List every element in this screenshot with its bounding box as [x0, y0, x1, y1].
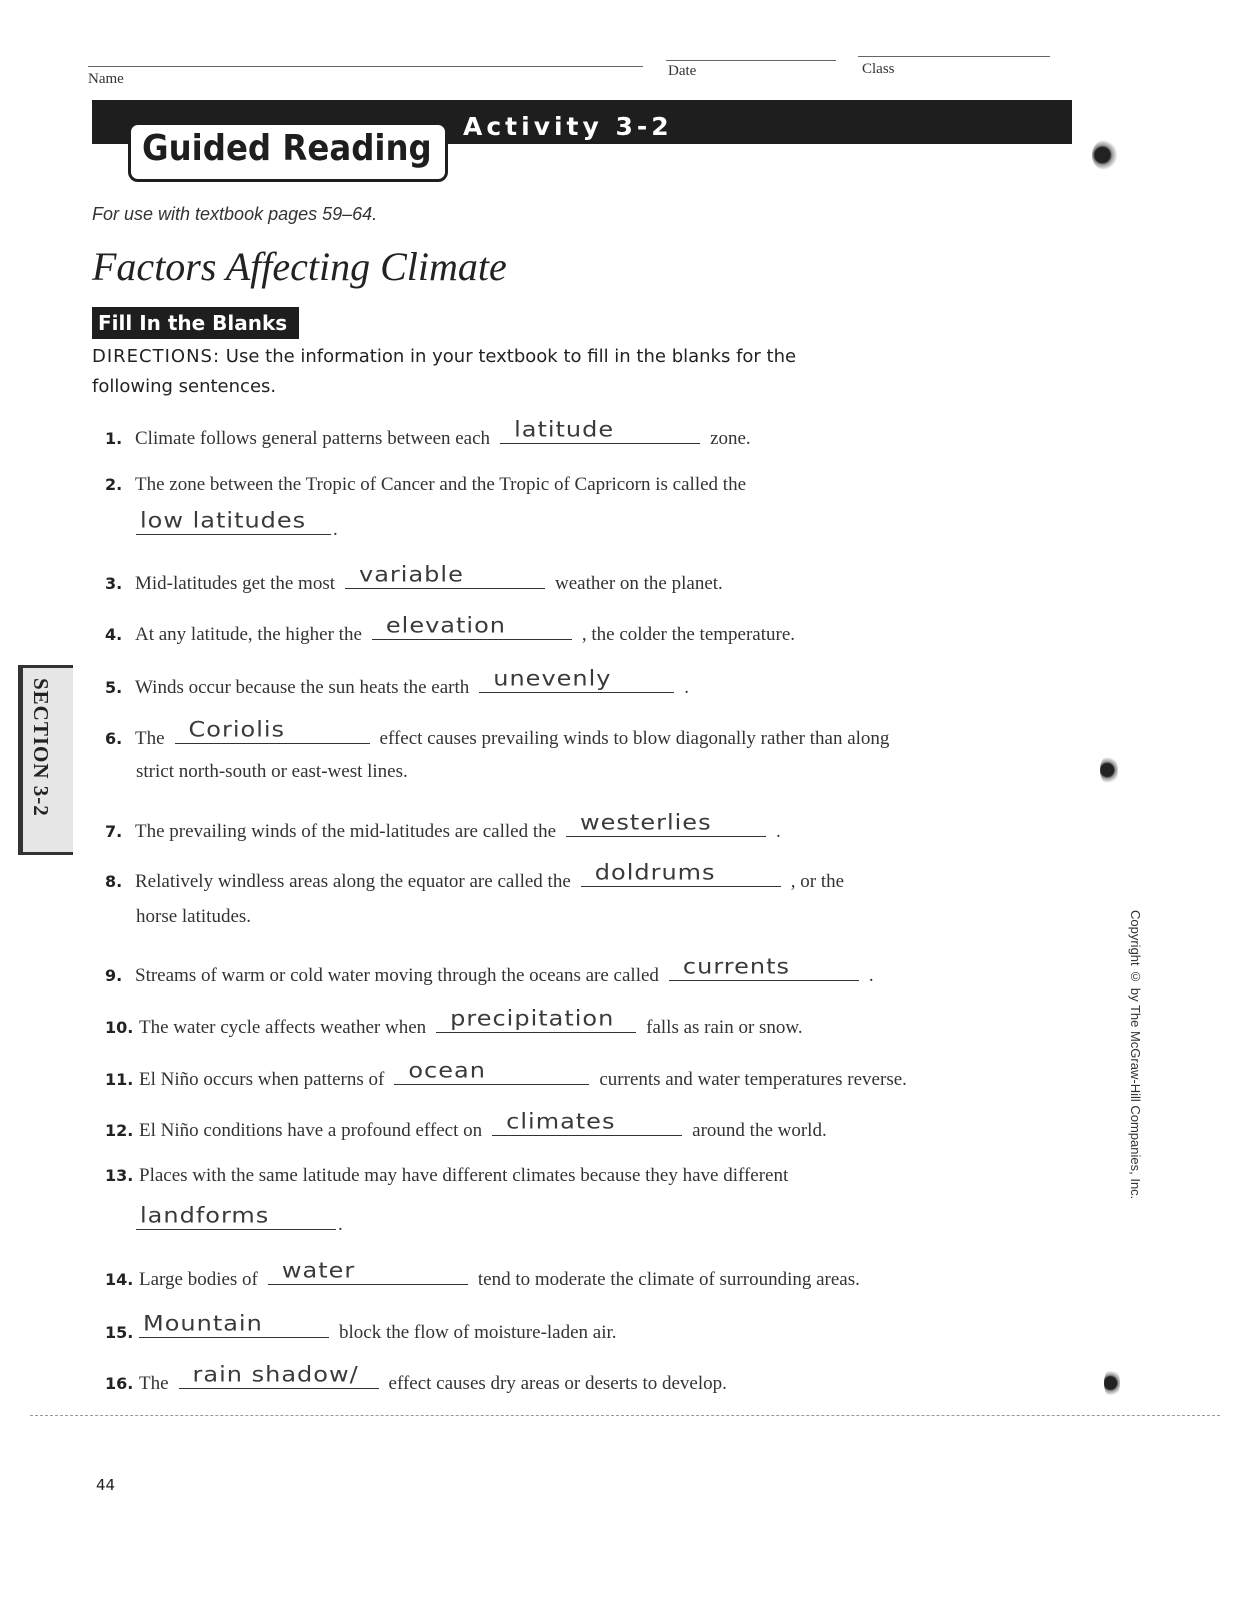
handwritten-answer: westerlies: [580, 809, 712, 835]
question-continuation: landforms .: [136, 1207, 343, 1236]
question: 13. Places with the same latitude may have different climates because they have different: [105, 1165, 789, 1186]
handwritten-answer: latitude: [514, 416, 615, 442]
question: 6. The Coriolis effect causes prevailing winds to blow diagonally rather than along: [105, 716, 890, 749]
answer-blank[interactable]: [136, 507, 331, 535]
handwritten-answer: precipitation: [450, 1005, 615, 1031]
handwritten-answer: Coriolis: [188, 716, 286, 742]
answer-blank[interactable]: [492, 1108, 682, 1136]
question: 7. The prevailing winds of the mid-latitudes are called the westerlies .: [105, 809, 781, 842]
handwritten-answer: unevenly: [493, 665, 612, 691]
textbook-pages: For use with textbook pages 59–64.: [92, 204, 378, 224]
handwritten-answer: rain shadow/: [192, 1361, 359, 1387]
answer-blank[interactable]: [139, 1310, 329, 1338]
question: 12. El Niño conditions have a profound effect on climates around the world.: [105, 1108, 827, 1141]
question: 16. The rain shadow/ effect causes dry areas or deserts to develop.: [105, 1361, 727, 1394]
section-heading: Fill In the Blanks: [92, 307, 299, 339]
question: 14. Large bodies of water tend to moderate the climate of surrounding areas.: [105, 1257, 860, 1290]
guided-reading-label: Guided Reading: [142, 128, 432, 169]
directions-label: DIRECTIONS:: [92, 346, 221, 367]
section-tab-label: SECTION 3-2: [29, 678, 53, 817]
handwritten-answer: water: [281, 1257, 356, 1283]
handwritten-answer: Mountain: [143, 1310, 263, 1336]
question: 15. Mountain block the flow of moisture-laden air.: [105, 1310, 617, 1343]
answer-blank[interactable]: [436, 1005, 636, 1033]
handwritten-answer: landforms: [140, 1202, 270, 1228]
question-continuation: strict north-south or east-west lines.: [136, 761, 408, 782]
page-divider: [30, 1415, 1220, 1416]
question: 9. Streams of warm or cold water moving through the oceans are called currents .: [105, 953, 874, 986]
handwritten-answer: low latitudes: [140, 507, 307, 533]
question-continuation: horse latitudes.: [136, 906, 252, 927]
question: 3. Mid-latitudes get the most variable weather on the planet.: [105, 561, 723, 594]
date-label: Date: [668, 63, 697, 79]
answer-blank[interactable]: [566, 809, 766, 837]
handwritten-answer: ocean: [408, 1057, 486, 1083]
answer-blank[interactable]: [581, 859, 781, 887]
activity-title: Activity 3-2: [463, 112, 673, 141]
answer-blank[interactable]: [500, 416, 700, 444]
answer-blank[interactable]: [175, 716, 370, 744]
answer-blank[interactable]: [394, 1057, 589, 1085]
handwritten-answer: doldrums: [594, 859, 716, 885]
copyright: Copyright © by The McGraw-Hill Companies, Inc.: [1128, 910, 1143, 1200]
answer-blank[interactable]: [268, 1257, 468, 1285]
question: 2. The zone between the Tropic of Cancer and the Tropic of Capricorn is called the: [105, 474, 746, 495]
answer-blank[interactable]: [479, 665, 674, 693]
handwritten-answer: elevation: [385, 612, 506, 638]
question: 1. Climate follows general patterns between each latitude zone.: [105, 416, 751, 449]
name-line: [88, 66, 643, 67]
directions-text: Use the information in your textbook to fill in the blanks for the following sentences.: [92, 346, 797, 397]
class-line: [858, 56, 1050, 57]
answer-blank[interactable]: [345, 561, 545, 589]
question: 10. The water cycle affects weather when precipitation falls as rain or snow.: [105, 1005, 803, 1038]
question: 8. Relatively windless areas along the equator are called the doldrums , or the: [105, 859, 845, 892]
answer-blank[interactable]: [136, 1202, 336, 1230]
answer-blank[interactable]: [179, 1361, 379, 1389]
punch-hole: [1104, 1368, 1120, 1398]
question-continuation: low latitudes .: [136, 512, 338, 541]
date-line: [666, 60, 836, 61]
page-number: 44: [96, 1476, 116, 1494]
question: 11. El Niño occurs when patterns of ocean currents and water temperatures reverse.: [105, 1057, 907, 1090]
name-label: Name: [88, 71, 124, 87]
handwritten-answer: currents: [682, 953, 790, 979]
punch-hole: [1100, 755, 1118, 785]
answer-blank[interactable]: [669, 953, 859, 981]
directions: [92, 342, 852, 402]
class-label: Class: [862, 61, 895, 77]
handwritten-answer: climates: [506, 1108, 616, 1134]
punch-hole: [1092, 140, 1118, 170]
question: 4. At any latitude, the higher the elevation , the colder the temperature.: [105, 612, 796, 645]
handwritten-answer: variable: [359, 561, 464, 587]
answer-blank[interactable]: [372, 612, 572, 640]
question: 5. Winds occur because the sun heats the earth unevenly .: [105, 665, 689, 698]
page-title: Factors Affecting Climate: [92, 244, 507, 289]
